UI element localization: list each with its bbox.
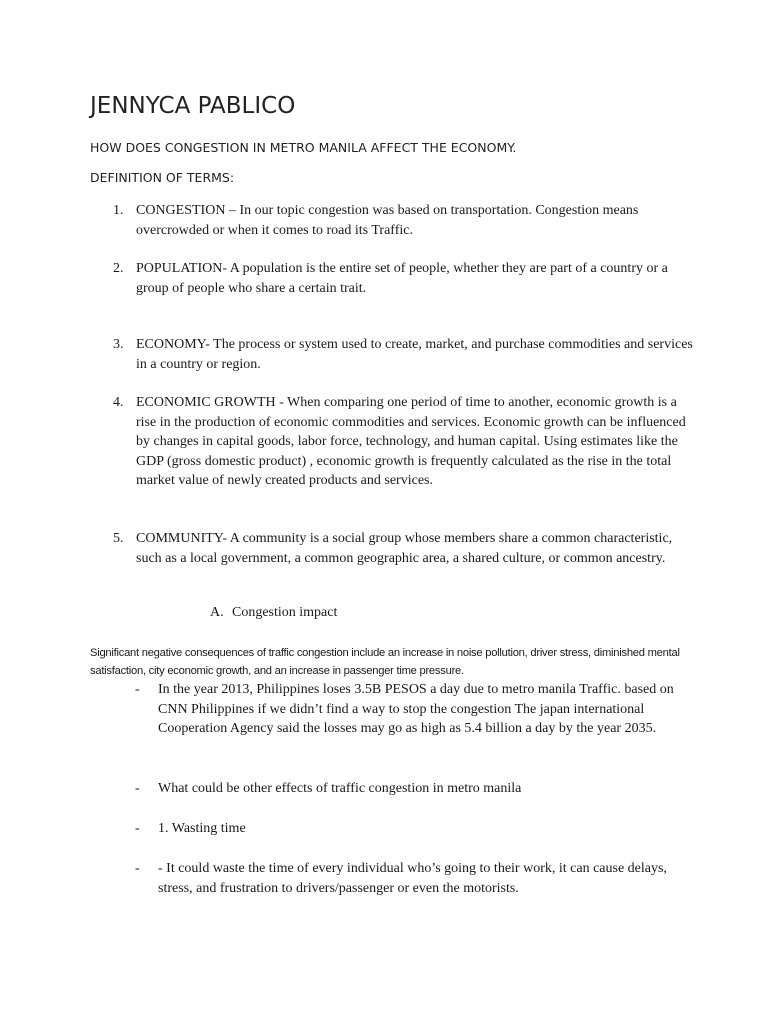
bullet-dash: - xyxy=(135,861,140,876)
bullet-text: In the year 2013, Philippines loses 3.5B PESOS a day due to metro manila Traffic. based on CNN Philippines if we didn’t find a way to stop the congestion The japan international Cooperation Agency said the losses may go as high as 5.4 billion a day by the year 2035. xyxy=(158,682,674,736)
bullet-text: What could be other effects of traffic congestion in metro manila xyxy=(158,781,522,796)
definitions-heading: DEFINITION OF TERMS: xyxy=(90,170,235,185)
bullet-item xyxy=(135,680,695,739)
document-question: HOW DOES CONGESTION IN METRO MANILA AFFECT THE ECONOMY. xyxy=(90,140,517,155)
section-title: Congestion impact xyxy=(232,605,338,620)
term-item-economy xyxy=(113,335,693,374)
term-text: ECONOMIC GROWTH - When comparing one period of time to another, economic growth is a rise in the production of economic commodities and services. Economic growth can be influenced by changes in capital goods, labor force, technology, and human capital. Using estimates like the GDP (gross domestic product) , economic growth is frequently calculated as the rise in the total market value of newly created products and services. xyxy=(136,395,686,488)
term-number: 1. xyxy=(113,203,124,218)
bullet-text: 1. Wasting time xyxy=(158,821,246,836)
author-name: JENNYCA PABLICO xyxy=(90,93,296,119)
bullet-item xyxy=(135,779,695,799)
bullet-text: - It could waste the time of every individual who’s going to their work, it can cause delays, stress, and frustration to drivers/passenger or even the motorists. xyxy=(158,861,667,896)
term-number: 2. xyxy=(113,261,124,276)
bullet-dash: - xyxy=(135,781,140,796)
term-text: ECONOMY- The process or system used to create, market, and purchase commodities and services in a country or region. xyxy=(136,337,693,372)
term-item-community xyxy=(113,529,693,568)
term-item-congestion xyxy=(113,201,693,240)
term-text: CONGESTION – In our topic congestion was based on transportation. Congestion means overcrowded or when it comes to road its Traffic. xyxy=(136,203,639,238)
section-letter: A. xyxy=(210,605,224,620)
bullet-item xyxy=(135,819,695,839)
impact-paragraph: Significant negative consequences of traffic congestion include an increase in noise pollution, driver stress, diminished mental satisfaction, city economic growth, and an increase in passenger time pressure. xyxy=(90,647,680,678)
term-text: COMMUNITY- A community is a social group whose members share a common characteristic, such as a local government, a common geographic area, a shared culture, or common ancestry. xyxy=(136,531,673,566)
section-heading xyxy=(210,605,337,621)
term-number: 3. xyxy=(113,337,124,352)
term-item-economic-growth xyxy=(113,393,693,491)
term-text: POPULATION- A population is the entire set of people, whether they are part of a country or a group of people who share a certain trait. xyxy=(136,261,668,296)
term-number: 5. xyxy=(113,531,124,546)
bullet-dash: - xyxy=(135,682,140,697)
term-number: 4. xyxy=(113,395,124,410)
term-item-population xyxy=(113,259,693,298)
bullet-dash: - xyxy=(135,821,140,836)
bullet-item xyxy=(135,859,695,898)
